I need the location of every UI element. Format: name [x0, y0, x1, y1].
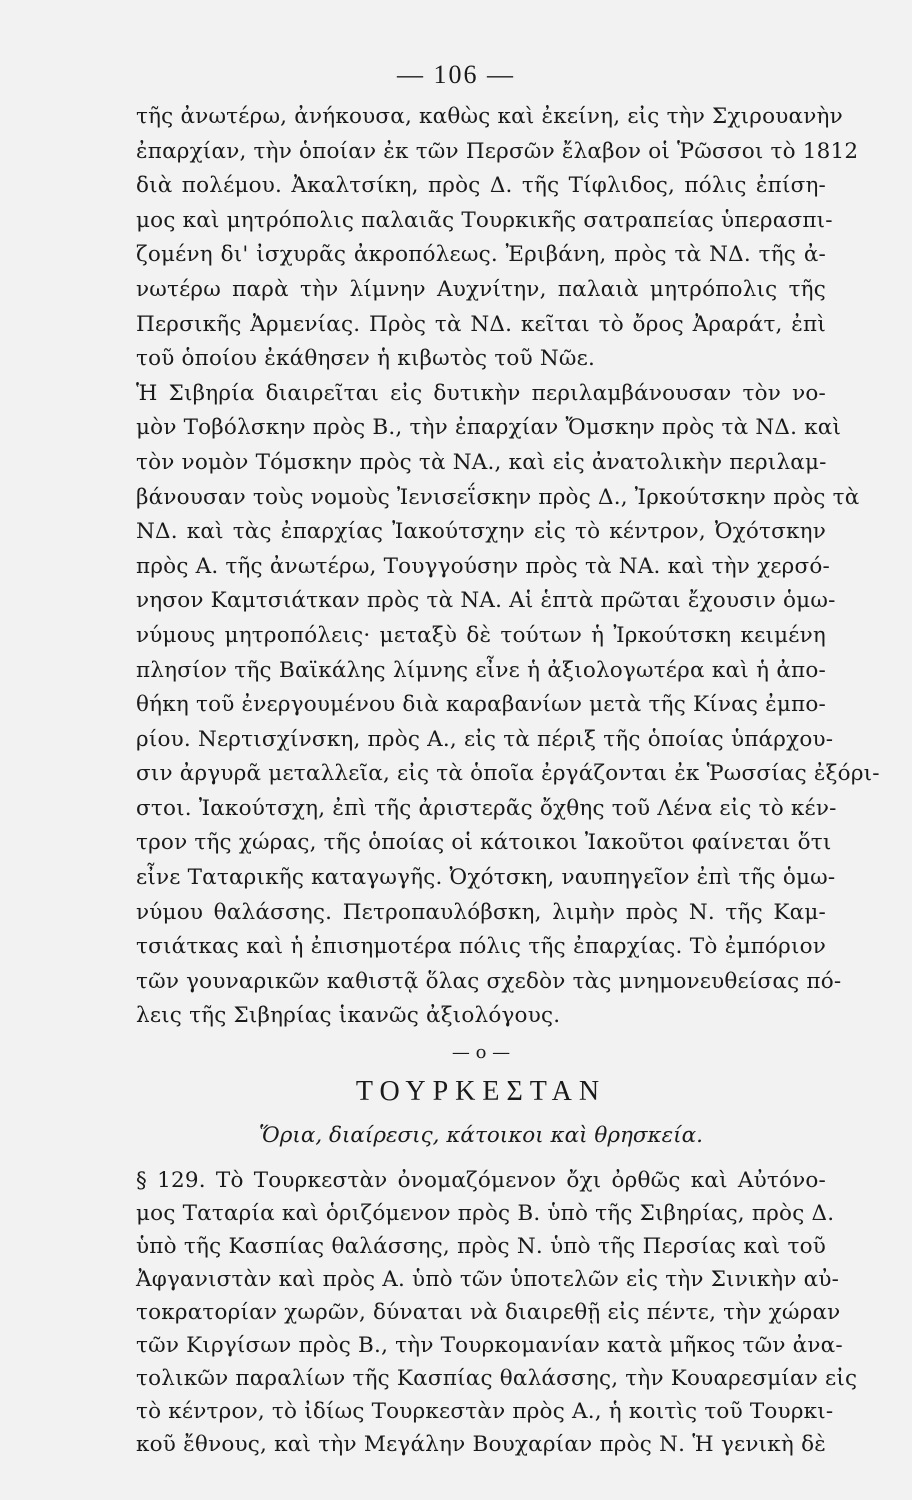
text-line: Ἡ Σιβηρία διαιρεῖται εἰς δυτικὴν περιλαμβάνουσαν τὸν νο- — [136, 380, 826, 406]
page-number: — 106 — — [397, 60, 515, 89]
text-line: βάνουσαν τοὺς νομοὺς Ἰενισεΐσκην πρὸς Δ., Ἰρκούτσκην πρὸς τὰ — [136, 484, 860, 510]
text-line: νύμους μητροπόλεις· μεταξὺ δὲ τούτων ἡ Ἰρκούτσκη κειμένη — [136, 622, 826, 648]
text-line: τοῦ ὁποίου ἐκάθησεν ἡ κιβωτὸς τοῦ Νῶε. — [136, 346, 595, 372]
text-line: νύμου θαλάσσης. Πετροπαυλόβσκη, λιμὴν πρὸς Ν. τῆς Καμ- — [136, 899, 826, 925]
text-line: Περσικῆς Ἀρμενίας. Πρὸς τὰ ΝΔ. κεῖται τὸ ὄρος Ἀραράτ, ἐπὶ — [136, 311, 826, 337]
page-text — [136, 100, 880, 1461]
text-line: κοῦ ἔθνους, καὶ τὴν Μεγάλην Βουχαρίαν πρὸς Ν. Ἡ γενικὴ δὲ — [136, 1432, 826, 1458]
text-line: στοι. Ἰακούτσχη, ἐπὶ τῆς ἀριστερᾶς ὄχθης τοῦ Λένα εἰς τὸ κέν- — [136, 795, 837, 821]
text-line: πλησίον τῆς Βαϊκάλης λίμνης εἶνε ἡ ἀξιολογωτέρα καὶ ἡ ἀπο- — [136, 657, 826, 683]
text-line: τῆς ἀνωτέρω, ἀνήκουσα, καθὼς καὶ ἐκείνη, εἰς τὴν Σχιρουανὴν — [136, 104, 843, 129]
text-line: τολικῶν παραλίων τῆς Κασπίας θαλάσσης, τὴν Κουαρεσμίαν εἰς — [136, 1366, 858, 1392]
text-line: ζομένη δι' ἰσχυρᾶς ἀκροπόλεως. Ἐριβάνη, πρὸς τὰ ΝΔ. τῆς ἀ- — [136, 242, 826, 268]
section-separator: — ο — — [451, 1042, 511, 1064]
text-line: λεις τῆς Σιβηρίας ἱκανῶς ἀξιολόγους. — [136, 1003, 561, 1029]
text-line: τσιάτκας καὶ ἡ ἐπισημοτέρα πόλις τῆς ἐπαρχίας. Τὸ ἐμπόριον — [136, 934, 826, 960]
text-line: τρον τῆς χώρας, τῆς ὁποίας οἱ κάτοικοι Ἰακοῦτοι φαίνεται ὅτι — [136, 830, 832, 856]
text-line: σιν ἀργυρᾶ μεταλλεῖα, εἰς τὰ ὁποῖα ἐργάζονται ἐκ Ῥωσσίας ἐξόρι- — [136, 761, 880, 787]
section-subtitle: Ὅρια, διαίρεσις, κάτοικοι καὶ θρησκεία. — [259, 1123, 703, 1149]
text-line: θήκη τοῦ ἐνεργουμένου διὰ καραβανίων μετὰ τῆς Κίνας ἐμπο- — [136, 692, 826, 718]
text-line: τοκρατορίαν χωρῶν, δύναται νὰ διαιρεθῇ εἰς πέντε, τὴν χώραν — [136, 1300, 841, 1326]
text-line: μος καὶ μητρόπολις παλαιᾶς Τουρκικῆς σατραπείας ὑπερασπι- — [136, 207, 833, 233]
text-line: μὸν Τοβόλσκην πρὸς Β., τὴν ἐπαρχίαν Ὄμσκην πρὸς τὰ ΝΔ. καὶ — [136, 415, 842, 441]
text-line: διὰ πολέμου. Ἀκαλτσίκη, πρὸς Δ. τῆς Τίφλιδος, πόλις ἐπίση- — [136, 173, 826, 199]
text-line: τὸ κέντρον, τὸ ἰδίως Τουρκεστὰν πρὸς Α., ἡ κοιτὶς τοῦ Τουρκι- — [136, 1399, 834, 1425]
text-line: τῶν γουναρικῶν καθιστᾷ ὅλας σχεδὸν τὰς μνημονευθείσας πό- — [136, 968, 842, 994]
text-line: εἶνε Ταταρικῆς καταγωγῆς. Ὀχότσκη, ναυπηγεῖον ἐπὶ τῆς ὁμω- — [136, 865, 836, 891]
text-line: § 129. Τὸ Τουρκεστὰν ὀνομαζόμενον ὄχι ὀρθῶς καὶ Αὐτόνο- — [136, 1168, 826, 1194]
text-line: τῶν Κιργίσων πρὸς Β., τὴν Τουρκομανίαν κατὰ μῆκος τῶν ἀνα- — [136, 1333, 843, 1359]
paragraph-caucasus-siberia — [136, 100, 880, 1034]
text-line: Ἀφγανιστὰν καὶ πρὸς Α. ὑπὸ τῶν ὑποτελῶν εἰς τὴν Σινικὴν αὐ- — [136, 1267, 840, 1293]
text-line: ΝΔ. καὶ τὰς ἐπαρχίας Ἰακούτσχην εἰς τὸ κέντρον, Ὀχότσκην — [136, 519, 826, 545]
text-line: νησον Καμτσιάτκαν πρὸς τὰ ΝΑ. Αἱ ἑπτὰ πρῶται ἔχουσιν ὁμω- — [136, 588, 836, 614]
text-line: πρὸς Α. τῆς ἀνωτέρω, Τουγγούσην πρὸς τὰ ΝΑ. καὶ τὴν χερσό- — [136, 553, 830, 579]
text-line: ὑπὸ τῆς Κασπίας θαλάσσης, πρὸς Ν. ὑπὸ τῆς Περσίας καὶ τοῦ — [136, 1234, 826, 1260]
text-line: ἐπαρχίαν, τὴν ὁποίαν ἐκ τῶν Περσῶν ἔλαβον οἱ Ῥῶσσοι τὸ 1812 — [136, 138, 859, 164]
paragraph-turkestan — [136, 1164, 858, 1461]
text-line: ρίου. Νερτισχίνσκη, πρὸς Α., εἰς τὰ πέριξ τῆς ὁποίας ὑπάρχου- — [136, 726, 834, 752]
text-line: τὸν νομὸν Τόμσκην πρὸς τὰ ΝΑ., καὶ εἰς ἀνατολικὴν περιλαμ- — [136, 449, 827, 475]
text-line: νωτέρω παρὰ τὴν λίμνην Αυχνίτην, παλαιὰ μητρόπολις τῆς — [136, 276, 826, 302]
section-title: ΤΟΥΡΚΕΣΤΑΝ — [355, 1076, 607, 1108]
text-line: μος Ταταρία καὶ ὁριζόμενον πρὸς Β. ὑπὸ τῆς Σιβηρίας, πρὸς Δ. — [136, 1201, 835, 1227]
